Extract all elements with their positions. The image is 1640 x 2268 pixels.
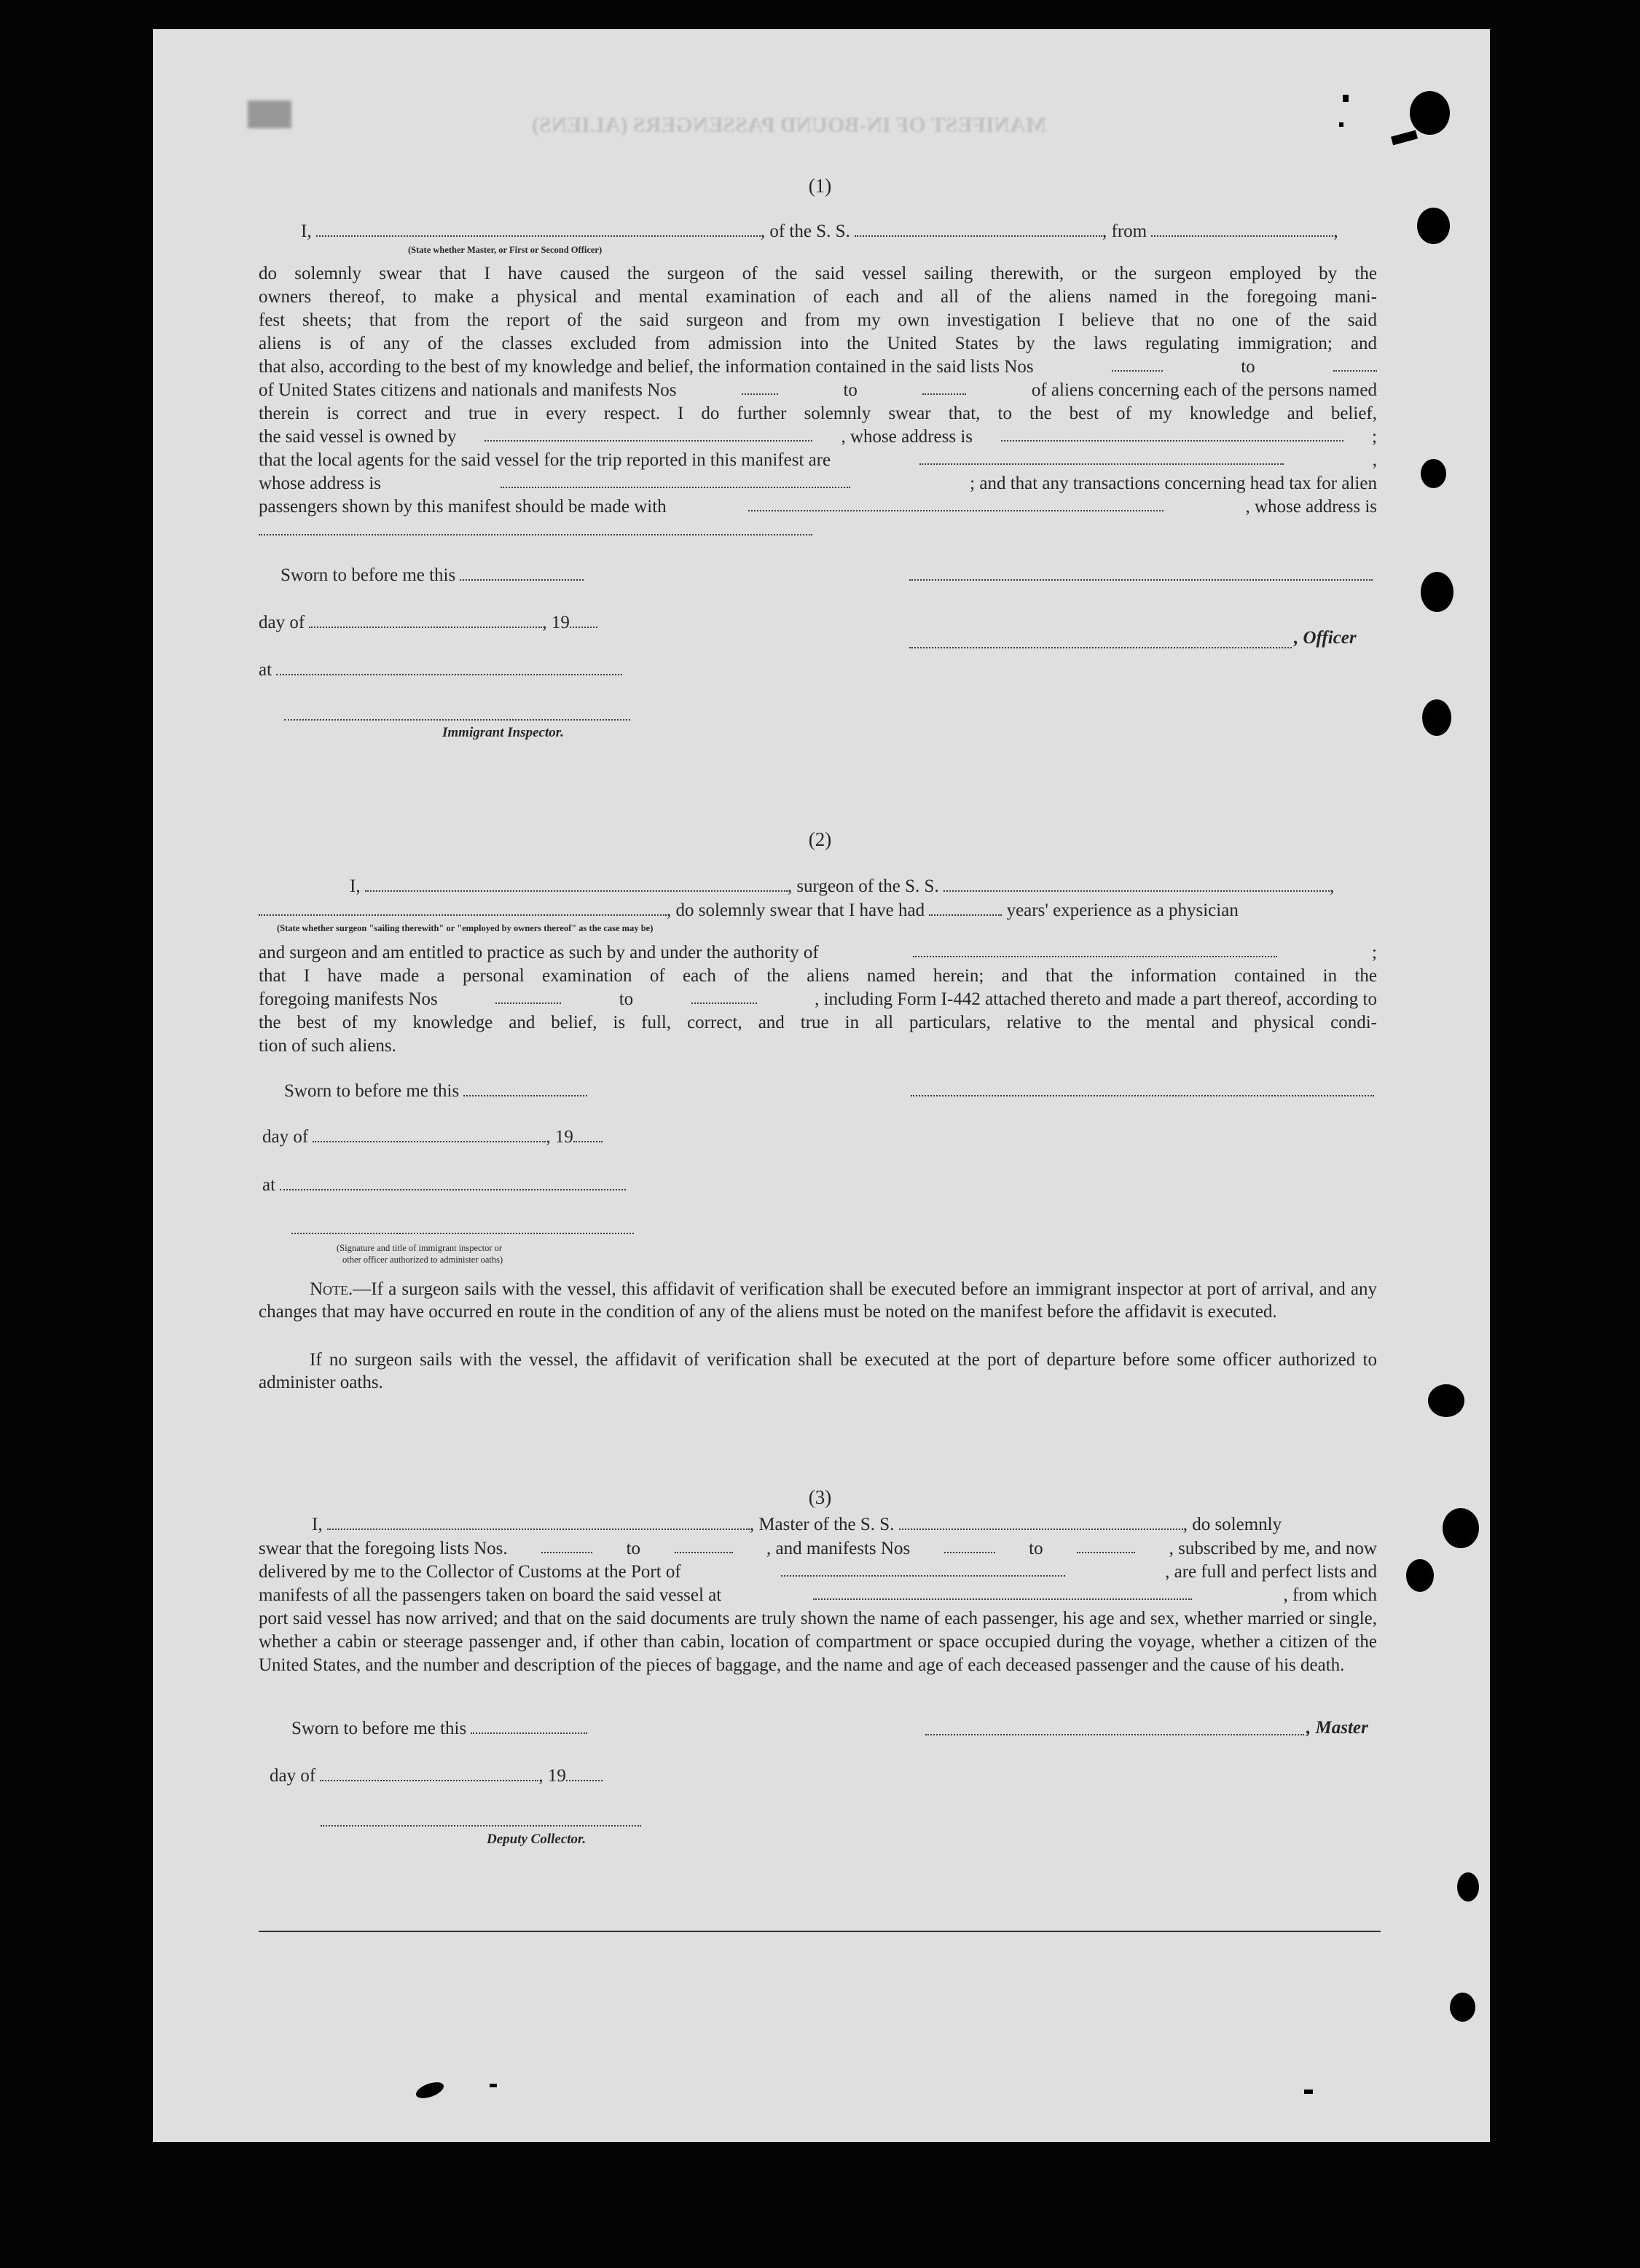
s3-sworn — [291, 1718, 587, 1739]
blank-year[interactable] — [573, 1126, 603, 1142]
text-line — [259, 988, 1377, 1011]
punch-hole — [1443, 1508, 1479, 1548]
label: at — [259, 660, 272, 680]
stamp-smudge — [248, 101, 291, 128]
blank-manifests-to[interactable] — [922, 379, 966, 395]
blank-manifests-from[interactable] — [944, 1537, 995, 1553]
section2-paragraph — [259, 941, 1377, 1058]
text-line — [259, 1537, 1377, 1561]
text-line — [259, 1584, 1377, 1607]
label: Sworn to before me this — [291, 1719, 467, 1738]
blank-surgeon-vessel[interactable] — [943, 876, 1330, 892]
blank-month[interactable] — [309, 612, 542, 628]
blank-manifest-from[interactable] — [495, 988, 561, 1004]
text: , whose address is — [1245, 497, 1377, 517]
blank-lists-from[interactable] — [541, 1537, 592, 1553]
label: , — [1329, 876, 1335, 896]
text-line: owners thereof, to make a physical and mental examination of each and all of the aliens named in the foregoing mani- — [259, 287, 1377, 307]
text: , including Form I-442 attached thereto and made a part thereof, according to — [815, 989, 1377, 1009]
blank-sworn-day[interactable] — [471, 1718, 587, 1734]
deputy-signature-line[interactable] — [321, 1825, 641, 1826]
blank-lists-from[interactable] — [1112, 356, 1163, 372]
text: , from which — [1283, 1585, 1377, 1605]
official-signature-line[interactable] — [291, 1233, 634, 1234]
punch-hole — [1457, 1872, 1479, 1902]
punch-hole — [1406, 1559, 1434, 1592]
text: to — [1029, 1539, 1043, 1558]
blank-month[interactable] — [320, 1765, 538, 1781]
blank-place[interactable] — [280, 1174, 626, 1190]
blank-authority[interactable] — [913, 941, 1277, 957]
s2-at — [262, 1174, 626, 1196]
label: Sworn to before me this — [284, 1081, 460, 1101]
s1-line1 — [301, 221, 1338, 242]
blank-manifest-to[interactable] — [691, 988, 757, 1004]
text-line — [259, 379, 1377, 402]
text-line — [259, 425, 1377, 449]
blank-vessel-name[interactable] — [899, 1514, 1183, 1530]
section-number: (2) — [808, 828, 832, 850]
text: , subscribed by me, and now — [1169, 1539, 1377, 1558]
punch-hole — [1450, 1993, 1475, 2022]
label: , 19 — [542, 613, 570, 632]
officer-signature-line-2[interactable] — [909, 647, 1292, 648]
text-line: tion of such aliens. — [259, 1036, 396, 1056]
note-label: Note. — [310, 1279, 353, 1299]
blank-years[interactable] — [929, 900, 1002, 916]
s2-day-of — [262, 1126, 603, 1147]
label: I, — [301, 221, 312, 241]
label: , 19 — [546, 1127, 573, 1147]
text: delivered by me to the Collector of Customs at the Port of — [259, 1562, 681, 1582]
note-text: —If a surgeon sails with the vessel, this affidavit of verification shall be executed before an immigrant inspector at port of arrival, and any changes that may have occurred en route in the condition of any of the aliens must be noted on the manifest before the affidavit is executed. — [259, 1279, 1377, 1322]
blank-vessel-name[interactable] — [855, 221, 1102, 237]
s1-sworn — [280, 565, 584, 586]
field-note: (Signature and title of immigrant inspector or — [337, 1243, 503, 1253]
text: ; and that any transactions concerning head tax for alien — [970, 474, 1377, 493]
text: of United States citizens and nationals and manifests Nos — [259, 380, 677, 400]
text: foregoing manifests Nos — [259, 989, 438, 1009]
s3-day-of — [270, 1765, 603, 1786]
blank-head-tax-party[interactable] — [748, 495, 1164, 511]
blank-departure-port[interactable] — [813, 1584, 1192, 1600]
label: , of the S. S. — [760, 221, 850, 241]
blank-sworn-day[interactable] — [460, 565, 584, 581]
ink-mark — [490, 2084, 497, 2087]
officer-signature-line-1[interactable] — [909, 579, 1373, 581]
blank-year[interactable] — [570, 612, 597, 628]
text: to — [843, 380, 858, 400]
label: Sworn to before me this — [280, 565, 456, 585]
blank-agents-address[interactable] — [501, 472, 850, 488]
label: at — [262, 1175, 276, 1195]
master-label: , Master — [1306, 1718, 1368, 1738]
text: to — [626, 1539, 641, 1558]
text: ; — [1372, 427, 1377, 447]
punch-hole — [1428, 1384, 1464, 1417]
text: swear that the foregoing lists Nos. — [259, 1539, 508, 1558]
text-line — [259, 495, 1377, 519]
text: that the local agents for the said vessel for the trip reported in this manifest are — [259, 450, 831, 470]
text-block: port said vessel has now arrived; and that on the said documents are truly shown the name of each passenger, his age and sex, whether married or single, whether a cabin or steerage passenger and, if other than cabin, location of compartment or space occupied during the voyage, whether a citizen of the United States, and the number and description of the pieces of baggage, and the name and age of each deceased passenger and the cause of his death. — [259, 1609, 1377, 1675]
text-line — [259, 1561, 1377, 1584]
text-line — [259, 356, 1377, 379]
bleed-through-header: MANIFEST OF IN-BOUND PASSENGERS (ALIENS) — [531, 113, 1047, 137]
text: , are full and perfect lists and — [1165, 1562, 1377, 1582]
text-line: fest sheets; that from the report of the said surgeon and from my own investigation I believe that no one of the said — [259, 310, 1377, 330]
text-line — [259, 449, 1377, 472]
text: ; — [1372, 943, 1377, 962]
section3-paragraph — [259, 1537, 1377, 1677]
label: years' experience as a physician — [1006, 900, 1239, 920]
section-number: (1) — [808, 175, 832, 197]
officer-label: , Officer — [1294, 628, 1357, 648]
punch-hole — [1422, 699, 1451, 736]
text-line: that I have made a personal examination of each of the aliens named herein; and that the information contained in the — [259, 966, 1377, 986]
blank-manifests-to[interactable] — [1077, 1537, 1135, 1553]
text: of aliens concerning each of the persons named — [1031, 380, 1377, 400]
label: , 19 — [538, 1766, 566, 1786]
blank-master-name[interactable] — [327, 1514, 750, 1530]
s1-day-of — [259, 612, 597, 633]
blank-place[interactable] — [276, 659, 622, 675]
text: that also, according to the best of my knowledge and belief, the information contained in the said lists Nos — [259, 357, 1034, 377]
ink-mark — [1343, 95, 1349, 102]
blank-surgeon-name[interactable] — [365, 876, 788, 892]
text: the said vessel is owned by — [259, 427, 457, 447]
field-note: other officer authorized to administer oaths) — [342, 1255, 503, 1265]
note-paragraph — [259, 1278, 1377, 1323]
text: , whose address is — [841, 427, 973, 447]
text-line: the best of my knowledge and belief, is full, correct, and true in all particulars, relative to the mental and physical condi- — [259, 1013, 1377, 1032]
blank-head-tax-address[interactable] — [259, 519, 812, 535]
field-note: (State whether surgeon "sailing therewith" or "employed by owners thereof" as the case may be) — [277, 923, 654, 933]
label: I, — [350, 876, 361, 896]
text: to — [1241, 357, 1255, 377]
ink-mark — [1339, 122, 1343, 127]
text: whose address is — [259, 474, 382, 493]
master-signature-line[interactable] — [925, 1734, 1304, 1735]
label: , Master of the S. S. — [749, 1515, 895, 1534]
blank-sworn-day[interactable] — [463, 1080, 587, 1096]
surgeon-signature-line[interactable] — [911, 1095, 1374, 1096]
section-number: (3) — [808, 1486, 832, 1508]
blank-master-name[interactable] — [316, 221, 761, 237]
blank-surgeon-status[interactable] — [259, 900, 667, 916]
s1-at — [259, 659, 622, 680]
field-note: (State whether Master, or First or Second Officer) — [408, 245, 603, 255]
punch-hole — [1417, 208, 1450, 244]
blank-owner[interactable] — [484, 425, 812, 442]
text: and surgeon and am entitled to practice as such by and under the authority of — [259, 943, 819, 962]
label: day of — [259, 613, 305, 632]
text: manifests of all the passengers taken on board the said vessel at — [259, 1585, 722, 1605]
text: , — [1372, 450, 1377, 470]
punch-hole — [1421, 572, 1453, 612]
text-line — [259, 519, 1377, 542]
text-line: therein is correct and true in every respect. I do further solemnly swear that, to the best of my knowledge and belief, — [259, 404, 1377, 423]
punch-hole — [1410, 91, 1450, 135]
text-line — [259, 941, 1377, 965]
text-line — [259, 472, 1377, 495]
blank-local-agents[interactable] — [919, 449, 1284, 465]
punch-hole — [1421, 459, 1446, 488]
blank-manifests-from[interactable] — [742, 379, 778, 395]
bottom-rule — [259, 1931, 1381, 1932]
ink-mark — [1304, 2090, 1313, 2094]
inspector-label: Immigrant Inspector. — [442, 725, 564, 740]
inspector-signature-line[interactable] — [284, 719, 630, 721]
s2-line1 — [350, 876, 1334, 897]
label: day of — [270, 1766, 316, 1786]
label: I, — [312, 1515, 323, 1534]
text: , and manifests Nos — [766, 1539, 911, 1558]
text-line: do solemnly swear that I have caused the surgeon of the said vessel sailing therewith, or the surgeon employed by the — [259, 264, 1377, 283]
label: day of — [262, 1127, 309, 1147]
s3-line1 — [312, 1514, 1282, 1535]
label: , — [1333, 221, 1338, 241]
label: , surgeon of the S. S. — [787, 876, 939, 896]
blank-lists-to[interactable] — [675, 1537, 733, 1553]
note-paragraph-2 — [259, 1349, 1377, 1394]
blank-month[interactable] — [313, 1126, 546, 1142]
label: , do solemnly swear that I have had — [667, 900, 925, 920]
text-line: aliens is of any of the classes excluded from admission into the United States by the laws regulating immigration; and — [259, 334, 1377, 353]
label: , from — [1102, 221, 1147, 241]
s2-sworn — [284, 1080, 587, 1102]
blank-port[interactable] — [781, 1561, 1065, 1577]
s2-line2 — [259, 900, 1239, 921]
section1-paragraph — [259, 262, 1377, 542]
text: passengers shown by this manifest should be made with — [259, 497, 667, 517]
blank-from-port[interactable] — [1151, 221, 1333, 237]
label: , do solemnly — [1182, 1515, 1282, 1534]
text: to — [619, 989, 634, 1009]
deputy-label: Deputy Collector. — [487, 1832, 586, 1847]
blank-lists-to[interactable] — [1333, 356, 1377, 372]
note-text: If no surgeon sails with the vessel, the affidavit of verification shall be executed at the port of departure before some officer authorized to administer oaths. — [259, 1350, 1377, 1392]
blank-year[interactable] — [566, 1765, 603, 1781]
blank-owner-address[interactable] — [1001, 425, 1343, 442]
